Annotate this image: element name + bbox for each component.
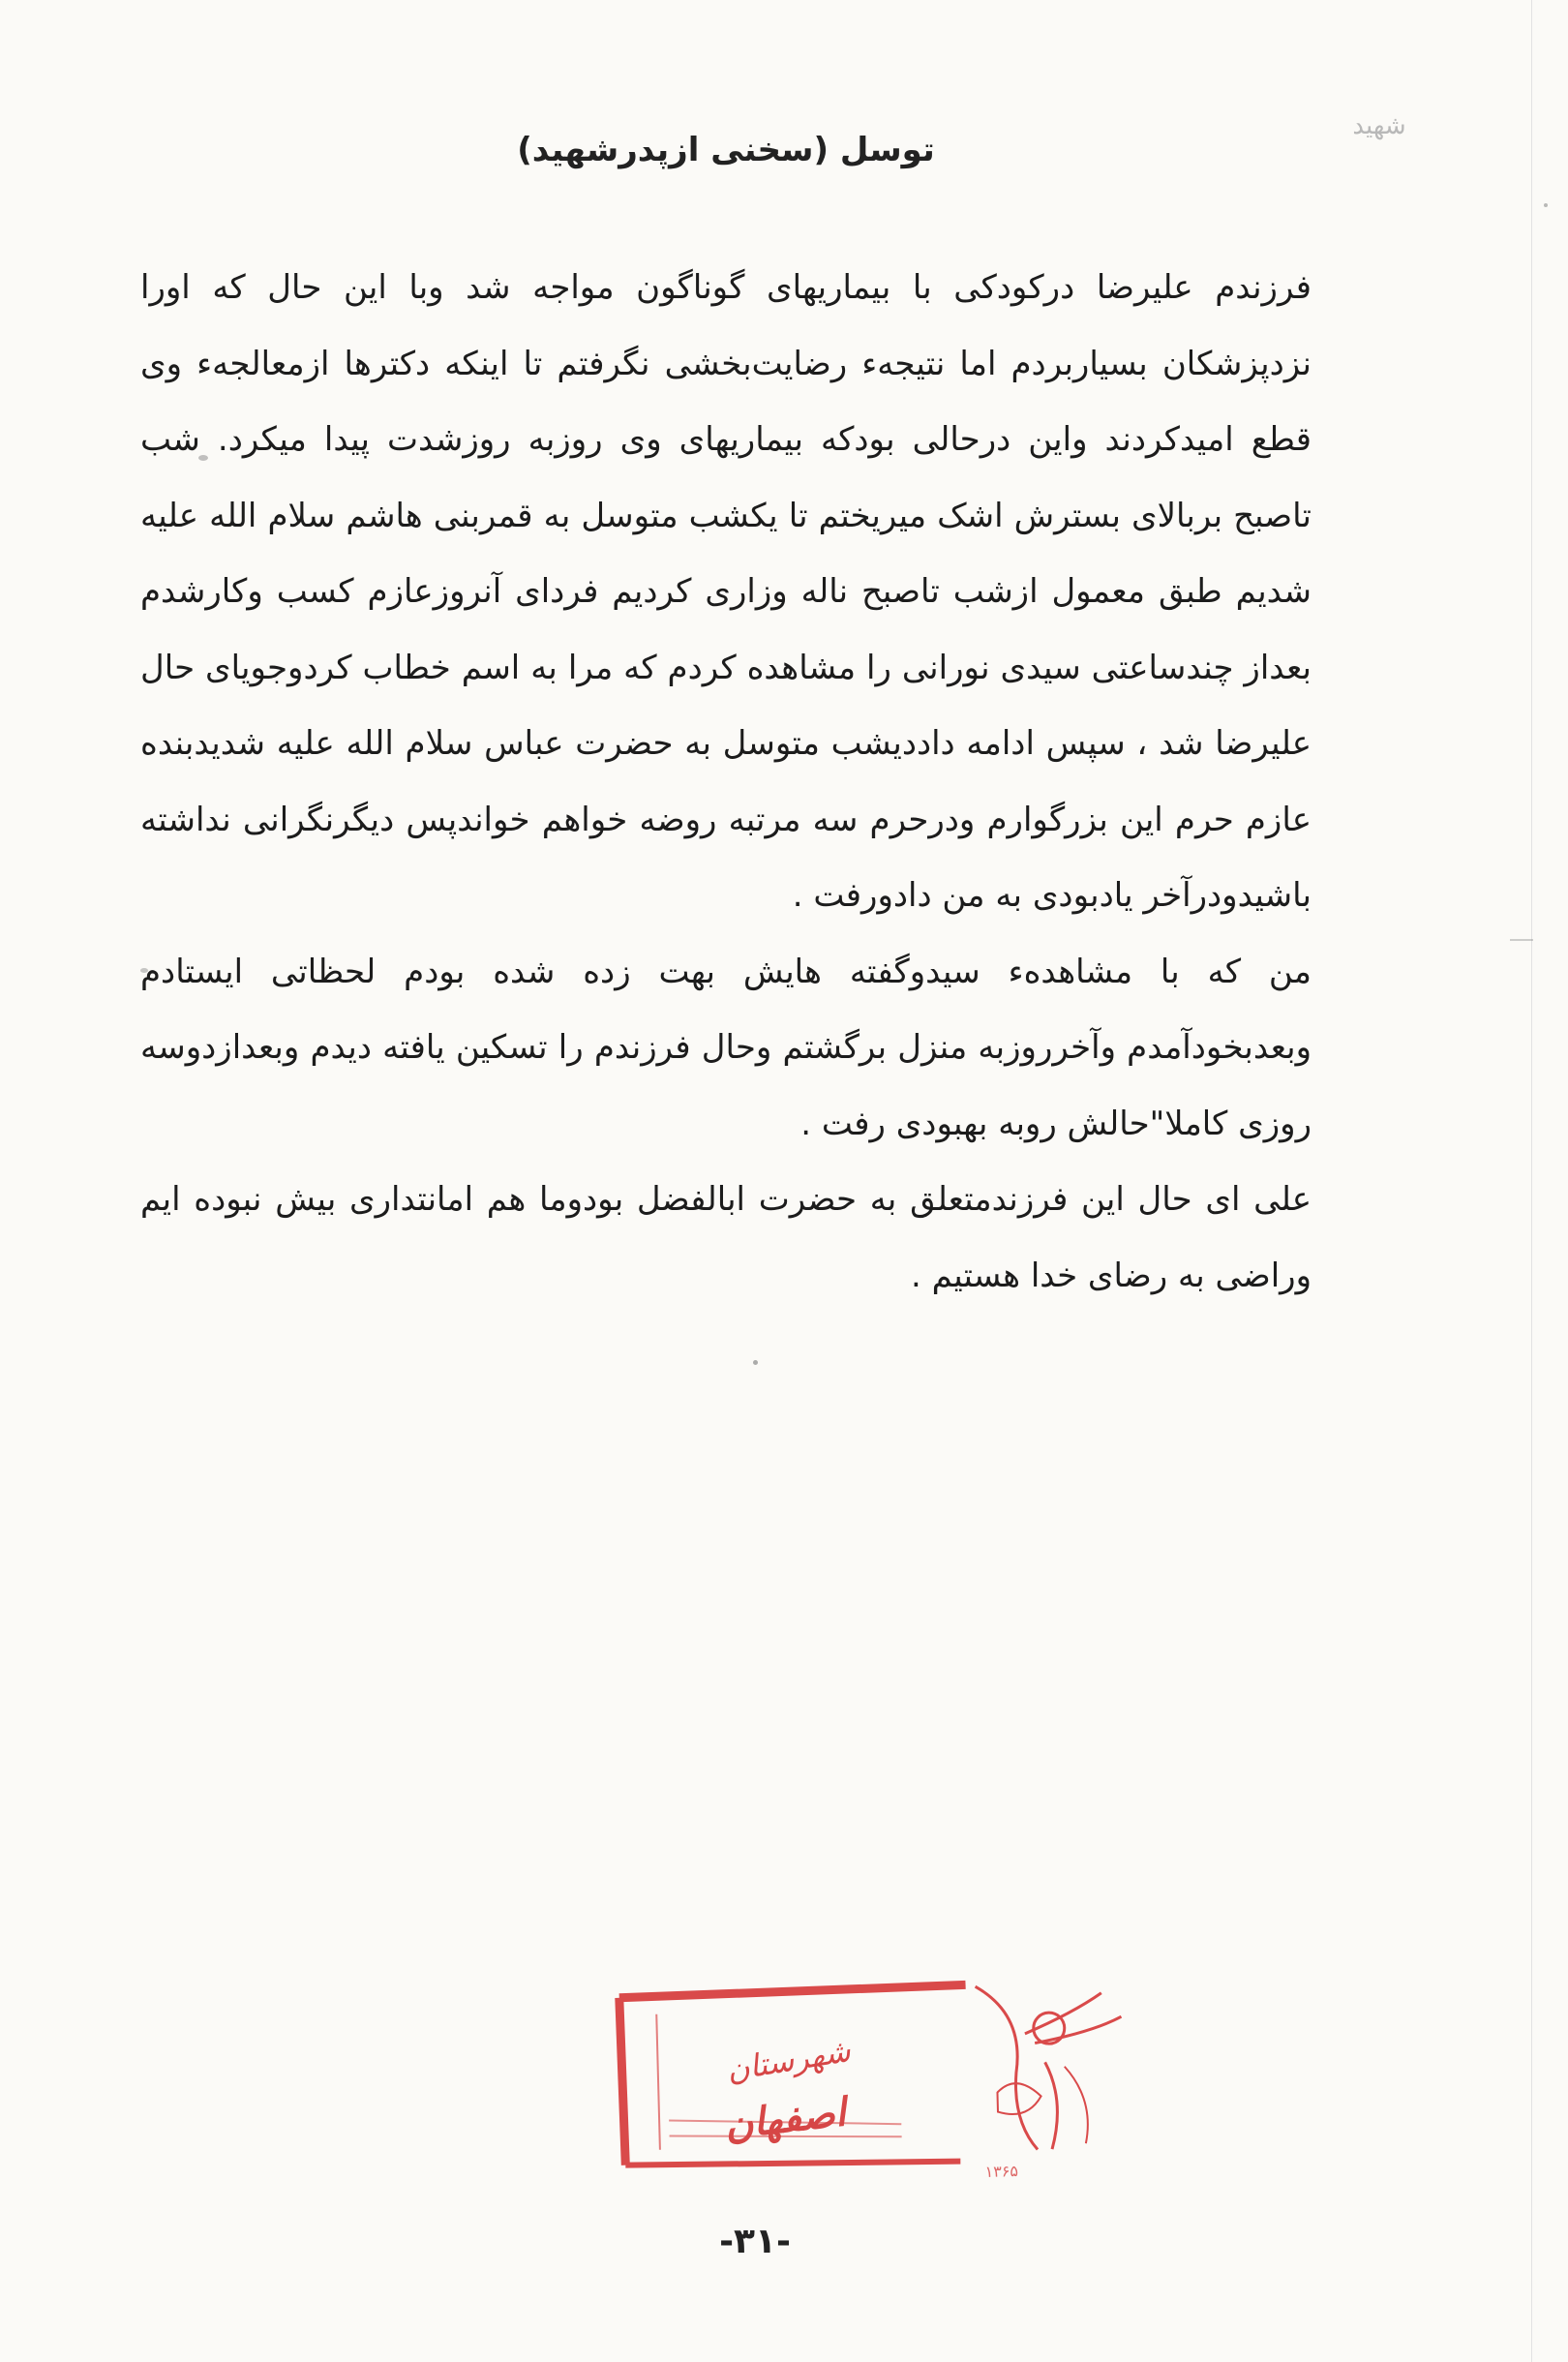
paragraph-1: فرزندم علیرضا درکودکی با بیماریهای گوناگون مواجه شد وبا این حال که اورا نزدپزشکان بسیاربردم اما نتیجهء رضایت‌بخشی نگرفتم تا اینکه دکترها ازمعالجهء وی قطع امیدکردند واین درحالی بودکه بیماریهای وی روزبه روزشدت پیدا میکرد. شب تاصبح بربالای بسترش اشک میریختم تا یکشب متوسل به قمربنی هاشم سلام الله علیه شدیم طبق معمول ازشب تاصبح ناله وزاری کردیم فردای آنروزعازم کسب وکارشدم بعداز چندساعتی سیدی نورانی را مشاهده کردم که مرا به اسم خطاب کردوجویای حال علیرضا شد ، سپس ادامه داددیشب متوسل به حضرت عباس سلام الله علیه شدیدبنده عازم حرم این بزرگوارم ودرحرم سه مرتبه روضه خواهم خواندپس دیگرنگرانی نداشته باشیدودرآخر یادبودی به من دادورفت . — [140, 268, 1312, 915]
stamp-frame — [607, 1973, 1134, 2180]
scan-edge-line — [1531, 0, 1532, 2362]
page-title: توسل (سخنی ازپدرشهید) — [517, 131, 935, 169]
stamp-line-1: شهرستان — [723, 2031, 854, 2089]
scan-speck — [753, 1360, 758, 1365]
scan-speck — [1544, 203, 1548, 207]
scan-speck — [198, 455, 208, 461]
scan-speck — [140, 968, 148, 973]
paragraph-3: علی ای حال این فرزندمتعلق به حضرت ابالفضل بودوما هم امانتداری بیش نبوده ایم وراضی به رضای خدا هستیم . — [140, 1180, 1312, 1295]
red-stamp — [607, 1973, 1134, 2180]
scan-speck — [1510, 939, 1533, 941]
stamp-line-2: اصفهان — [722, 2089, 849, 2149]
corner-handwritten-note: شهید — [1352, 111, 1406, 140]
body-text — [140, 250, 1403, 1314]
paragraph-2: من که با مشاهدهء سیدوگفته هایش بهت زده شده بودم لحظاتی ایستادم وبعدبخودآمدم وآخرروزبه منزل برگشتم وحال فرزندم را تسکین یافته دیدم وبعدازدوسه روزی کاملا"حالش روبه بهبودی رفت . — [140, 952, 1312, 1143]
page-number: -۳۱- — [719, 2222, 791, 2261]
stamp-year: ۱۳۶۵ — [984, 2162, 1019, 2181]
